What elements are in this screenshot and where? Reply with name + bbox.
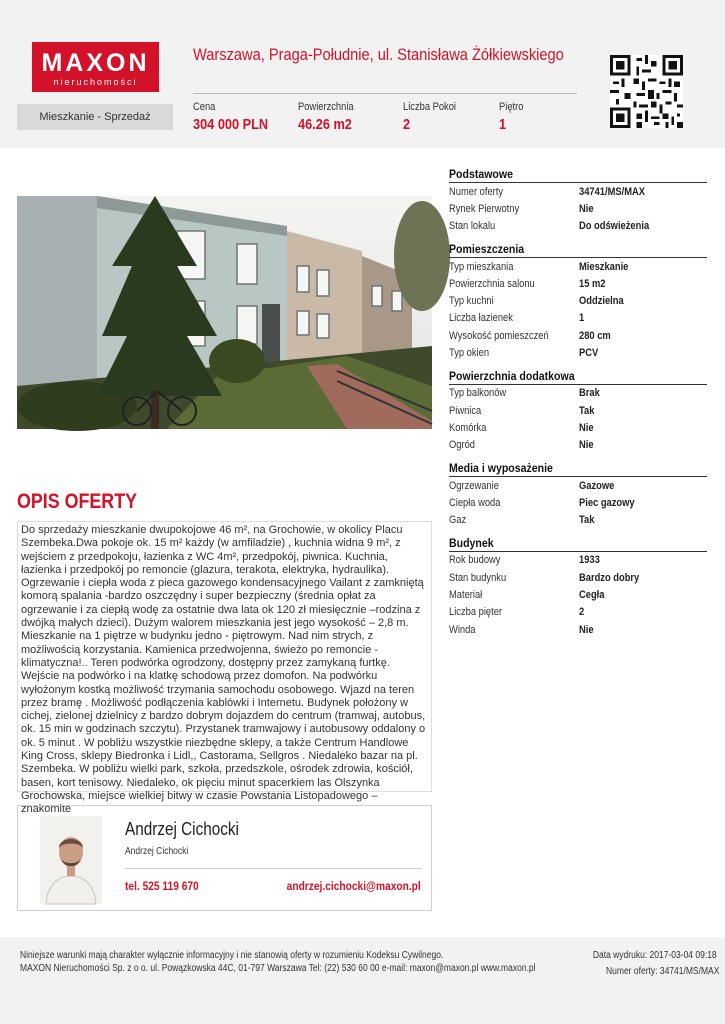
agent-email-link[interactable]: andrzej.cichocki@maxon.pl xyxy=(286,879,421,893)
detail-row xyxy=(449,218,707,235)
detail-value: 1933 xyxy=(579,554,600,567)
section-heading-label: Podstawowe xyxy=(449,167,513,181)
stat-label: Piętro xyxy=(499,101,524,113)
section-heading-label: Media i wyposażenie xyxy=(449,460,553,475)
description-title: OPIS OFERTY xyxy=(17,490,138,513)
detail-row xyxy=(449,292,707,309)
maxon-logo[interactable] xyxy=(32,42,159,92)
detail-key: Typ okien xyxy=(449,347,490,360)
stat-floor xyxy=(499,101,528,133)
detail-value: 280 cm xyxy=(579,329,611,342)
agent-divider xyxy=(125,868,422,869)
detail-row xyxy=(449,621,707,638)
detail-key: Liczba pięter xyxy=(449,606,503,619)
offer-type-badge: Mieszkanie - Sprzedaż xyxy=(17,104,173,130)
detail-row xyxy=(449,511,707,528)
detail-value: Piec gazowy xyxy=(579,496,635,509)
stat-value: 46.26 m2 xyxy=(298,116,352,133)
section-heading-label: Pomieszczenia xyxy=(449,241,525,256)
footer-print-date: Data wydruku: 2017-03-04 09:18 xyxy=(593,950,717,961)
detail-value: Oddzielna xyxy=(579,295,624,308)
stat-area xyxy=(298,101,363,133)
detail-key: Stan lokalu xyxy=(449,220,496,233)
detail-key: Ogrzewanie xyxy=(449,479,499,492)
footer-band xyxy=(0,937,725,1024)
detail-key: Komórka xyxy=(449,421,487,434)
detail-key: Stan budynku xyxy=(449,571,507,584)
detail-value: Gazowe xyxy=(579,479,615,492)
detail-value: Tak xyxy=(579,404,595,417)
description-text: Do sprzedaży mieszkanie dwupokojowe 46 m², na Grochowie, w okolicy Placu Szembeka.Dwa pokoje ok. 15 m² każdy (w amfiladzie) , kuchnia widna 9 m², z wejściem z przedpokoju, łazienka z WC 4m², przedpokój, piwnica. Kuchnia, łazienka i przedpokój po remoncie (glazura, terakota, elektryka, hydraulika). Ogrzewanie i ciepła woda z pieca gazowego kondensacyjnego Vailant z zamkniętą komorą spalania -bardzo oszczędny i super bezpieczny (średnia opłat za ogrzewanie i za ciepłą wodę za ostatnie dwa lata ok 120 zł miesięcznie –rodzina z dwójką małych dzieci). Dużym walorem mieszkania jest jego wysokość – 2,8 m. Mieszkanie na 1 piętrze w budynku jedno - piętrowym. Nad nim strych, z możliwością korzystania. Kamienica przedwojenna, świeżo po remoncie - klimatyczna!.. Teren podwórka ogrodzony, dostępny przez zamykaną furtkę. Wejście na podwórko i na klatkę schodową przez domofon. Na podwórku wyłożonym kostką możliwość trzymania samochodu osobowego. Wjazd na teren przez bramę . Możliwość podłączenia kablówki i Internetu. Budynek położony w cichej, zielonej dzielnicy z bardzo dobrym dojazdem do centrum (tramwaj, autobus, ok. 15 min w godzinach szczytu). Przystanek tramwajowy i autobusowy oddalony o ok. 5 minut . W pobliżu wszystkie niezbędne sklepy, a także Centrum Handlowe King Cross, sklepy Biedronka i Lidl,, Castorama, Sellgros . Niedaleko bazar na pl. Szembeka. W pobliżu wielki park, szkoła, przedszkole, ośrodek zdrowia, kościół, basen, kort tenisowy. Niedaleko, ok pięciu minut spacerkiem las Olszynka Grochowska, miejsce wielkiej bitwy w czasie Powstania Listopadowego – znakomite xyxy=(17,521,432,792)
detail-value: Nie xyxy=(579,439,594,452)
section-heading xyxy=(449,536,707,552)
header-band xyxy=(0,0,725,148)
detail-key: Typ kuchni xyxy=(449,295,494,308)
logo-subtitle: nieruchomości xyxy=(53,77,138,87)
detail-value: Tak xyxy=(579,514,595,527)
detail-key: Ciepła woda xyxy=(449,496,501,509)
detail-key: Powierzchnia salonu xyxy=(449,277,535,290)
footer-company-info: MAXON Nieruchomości Sp. z o o. ul. Powązkowska 44C, 01-797 Warszawa Tel: (22) 530 60 00 e-mail: maxon@maxon.pl www.maxon.pl xyxy=(20,963,536,974)
detail-row xyxy=(449,419,707,436)
detail-row xyxy=(449,200,707,217)
stat-label: Powierzchnia xyxy=(298,101,354,113)
property-details xyxy=(449,167,707,638)
qr-code[interactable] xyxy=(610,55,683,128)
detail-key: Rynek Pierwotny xyxy=(449,202,520,215)
detail-key: Liczba łazienek xyxy=(449,312,513,325)
section-heading-label: Budynek xyxy=(449,535,494,550)
detail-value: 1 xyxy=(579,312,585,325)
detail-row xyxy=(449,275,707,292)
detail-value: Brak xyxy=(579,387,600,400)
detail-row xyxy=(449,402,707,419)
detail-key: Wysokość pomieszczeń xyxy=(449,329,549,342)
stat-price xyxy=(193,101,281,133)
detail-value: Nie xyxy=(579,623,594,636)
detail-key: Materiał xyxy=(449,588,483,601)
header-divider xyxy=(193,93,577,94)
agent-subname: Andrzej Cichocki xyxy=(125,846,189,857)
detail-key: Gaz xyxy=(449,514,467,527)
detail-row xyxy=(449,604,707,621)
detail-value: Nie xyxy=(579,421,594,434)
detail-row xyxy=(449,310,707,327)
detail-value: Bardzo dobry xyxy=(579,571,640,584)
footer-offer-number: Numer oferty: 34741/MS/MAX xyxy=(605,966,719,977)
detail-value: 15 m2 xyxy=(579,277,606,290)
detail-key: Winda xyxy=(449,623,476,636)
detail-value: 2 xyxy=(579,606,585,619)
detail-row xyxy=(449,552,707,569)
detail-row xyxy=(449,494,707,511)
logo-brand: MAXON xyxy=(41,49,150,77)
detail-value: Mieszkanie xyxy=(579,260,629,273)
section-heading xyxy=(449,167,707,183)
detail-row xyxy=(449,437,707,454)
detail-value: Cegła xyxy=(579,588,605,601)
section-heading xyxy=(449,369,707,385)
detail-value: PCV xyxy=(579,347,599,360)
detail-row xyxy=(449,327,707,344)
detail-key: Numer oferty xyxy=(449,185,504,198)
footer-disclaimer: Niniejsze warunki mają charakter wyłącznie informacyjny i nie stanowią oferty w rozumieniu Kodeksu Cywilnego. xyxy=(20,950,444,961)
offer-location-title: Warszawa, Praga-Południe, ul. Stanisława Żółkiewskiego xyxy=(193,45,564,64)
detail-value: 34741/MS/MAX xyxy=(579,185,646,198)
detail-value: Nie xyxy=(579,202,594,215)
detail-key: Typ mieszkania xyxy=(449,260,514,273)
detail-row xyxy=(449,183,707,200)
detail-value: Do odświeżenia xyxy=(579,220,650,233)
detail-row xyxy=(449,258,707,275)
agent-avatar xyxy=(40,816,102,904)
detail-key: Ogród xyxy=(449,439,475,452)
property-photo[interactable] xyxy=(17,196,432,429)
detail-row xyxy=(449,477,707,494)
detail-row xyxy=(449,344,707,361)
detail-row xyxy=(449,385,707,402)
detail-key: Rok budowy xyxy=(449,554,501,567)
stat-label: Liczba Pokoi xyxy=(403,101,457,113)
agent-phone-link[interactable]: tel. 525 119 670 xyxy=(125,879,199,893)
detail-row xyxy=(449,586,707,603)
agent-card xyxy=(17,805,432,911)
stat-value: 1 xyxy=(499,116,507,133)
stat-rooms xyxy=(403,101,465,133)
stat-label: Cena xyxy=(193,101,216,113)
stat-value: 304 000 PLN xyxy=(193,116,269,133)
section-heading xyxy=(449,461,707,477)
detail-row xyxy=(449,569,707,586)
section-heading xyxy=(449,242,707,258)
agent-name: Andrzej Cichocki xyxy=(125,819,239,839)
section-heading-label: Powierzchnia dodatkowa xyxy=(449,368,575,383)
stat-value: 2 xyxy=(403,116,411,133)
detail-key: Typ balkonów xyxy=(449,387,507,400)
detail-key: Piwnica xyxy=(449,404,482,417)
